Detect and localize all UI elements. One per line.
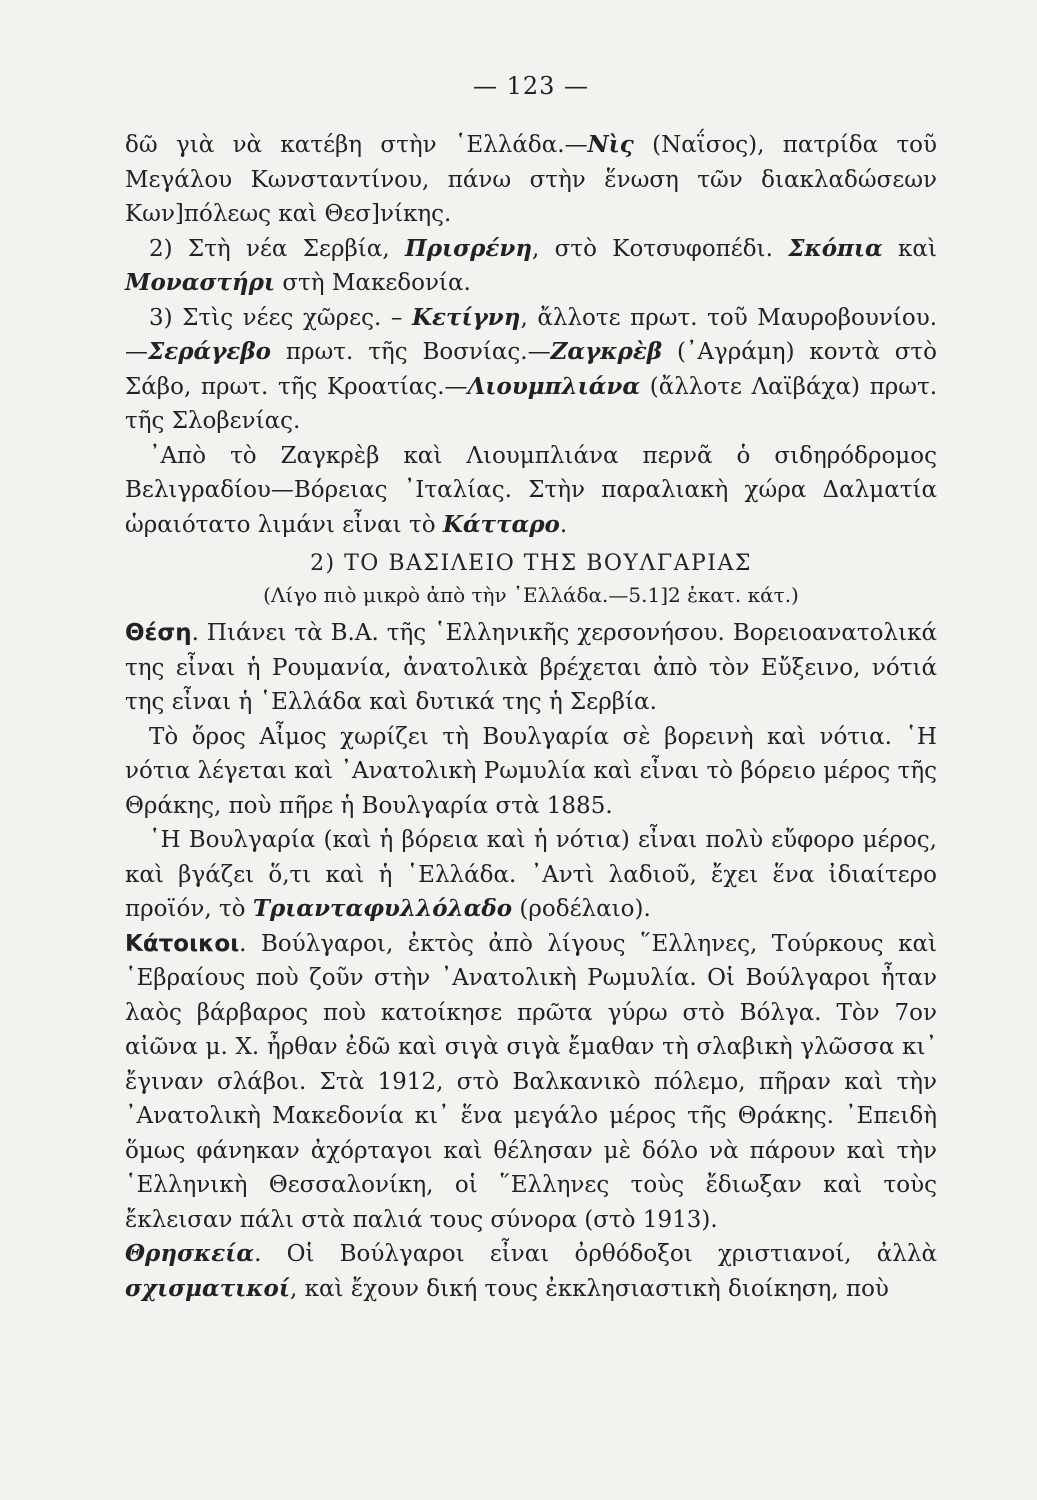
section-subheading: (Λίγο πιὸ μικρὸ ἀπὸ τὴν ῾Ελλάδα.—5.1]2 ἑκατ. κάτ.) bbox=[263, 583, 799, 607]
paragraph-religion: Θρησκεία. Οἱ Βούλγαροι εἶναι ὀρθόδοξοι χριστιανοί, ἀλλὰ σχισματικοί, καὶ ἔχουν δική τους ἐκκλησιαστικὴ διοίκηση, ποὺ bbox=[125, 1240, 937, 1302]
page-number: — 123 — bbox=[472, 72, 590, 100]
paragraph-position: Θέση. Πιάνει τὰ Β.Α. τῆς ῾Ελληνικῆς χερσονήσου. Βορειοανατολικά της εἶναι ἡ Ρουμανία, ἀνατολικὰ βρέχεται ἀπὸ τὸν Εὔξεινο, νότιά της εἶναι ἡ ῾Ελλάδα καὶ δυτικά της ἡ Σερβία. bbox=[125, 620, 937, 715]
paragraph-nis: δῶ γιὰ νὰ κατέβη στὴν ῾Ελλάδα.—Νὶς (Ναΐσος), πατρίδα τοῦ Μεγάλου Κωνσταντίνου, πάνω στὴν ἕνωση τῶν διακλαδώσεων Κων]πόλεως καὶ Θεσ]νίκης. bbox=[125, 131, 937, 227]
paragraph-haemus: Τὸ ὄρος Αἶμος χωρίζει τὴ Βουλγαρία σὲ βορεινὴ καὶ νότια. ῾Η νότια λέγεται καὶ ᾿Ανατολικὴ Ρωμυλία καὶ εἶναι τὸ βόρειο μέρος τῆς Θράκης, ποὺ πῆρε ἡ Βουλγαρία στὰ 1885. bbox=[125, 723, 937, 819]
paragraph-new-countries: 3) Στὶς νέες χῶρες. – Κετίγνη, ἄλλοτε πρωτ. τοῦ Μαυροβουνίου.—Σεράγεβο πρωτ. τῆς Βοσνίας.—Ζαγκρὲβ (᾿Αγράμη) κοντὰ στὸ Σάβο, πρωτ. τῆς Κροατίας.—Λιουμπλιάνα (ἄλλοτε Λαϊβάχα) πρωτ. τῆς Σλοβενίας. bbox=[125, 303, 938, 434]
paragraph-fertility: ῾Η Βουλγαρία (καὶ ἡ βόρεια καὶ ἡ νότια) εἶναι πολὺ εὔφορο μέρος, καὶ βγάζει ὅ,τι καὶ ἡ ῾Ελλάδα. ᾿Αντὶ λαδιοῦ, ἔχει ἕνα ἰδιαίτερο προϊόν, τὸ Τριανταφυλλόλαδο (ροδέλαιο). bbox=[125, 827, 937, 922]
paragraph-inhabitants: Κάτοικοι. Βούλγαροι, ἐκτὸς ἀπὸ λίγους ῞Ελληνες, Τούρκους καὶ ῾Εβραίους ποὺ ζοῦν στὴν ᾿Ανατολικὴ Ρωμυλία. Οἱ Βούλγαροι ἦταν λαὸς βάρβαρος ποὺ κατοίκησε πρῶτα γύρω στὸ Βόλγα. Τὸν 7ον αἰῶνα μ. Χ. ἦρθαν ἐδῶ καὶ σιγὰ σιγὰ ἔμαθαν τὴ σλαβικὴ γλῶσσα κι᾿ ἔγιναν σλάβοι. Στὰ 1912, στὸ Βαλκανικὸ πόλεμο, πῆραν καὶ τὴν ᾿Ανατολικὴ Μακεδονία κι᾿ ἕνα μεγάλο μέρος τῆς Θράκης. ᾿Επειδὴ ὅμως φάνηκαν ἀχόρταγοι καὶ θέλησαν μὲ δόλο νὰ πάρουν καὶ τὴν ῾Ελληνικὴ Θεσσαλονίκη, οἱ ῞Ελληνες τοὺς ἔδιωξαν καὶ τοὺς ἔκλεισαν πάλι στὰ παλιά τους σύνορα (στὸ 1913). bbox=[125, 930, 937, 1233]
paragraph-railway: ᾿Απὸ τὸ Ζαγκρὲβ καὶ Λιουμπλιάνα περνᾶ ὁ σιδηρόδρομος Βελιγραδίου—Βόρειας ᾿Ιταλίας. Στὴν παραλιακὴ χώρα Δαλματία ὡραιότατο λιμάνι εἶναι τὸ Κάτταρο. bbox=[125, 442, 937, 538]
section-heading: 2) ΤΟ ΒΑΣΙΛΕΙΟ ΤΗΣ ΒΟΥΛΓΑΡΙΑΣ bbox=[310, 551, 752, 576]
paragraph-new-serbia: 2) Στὴ νέα Σερβία, Πρισρένη, στὸ Κοτσυφοπέδι. Σκόπια καὶ Μοναστήρι στὴ Μακεδονία. bbox=[125, 234, 937, 296]
